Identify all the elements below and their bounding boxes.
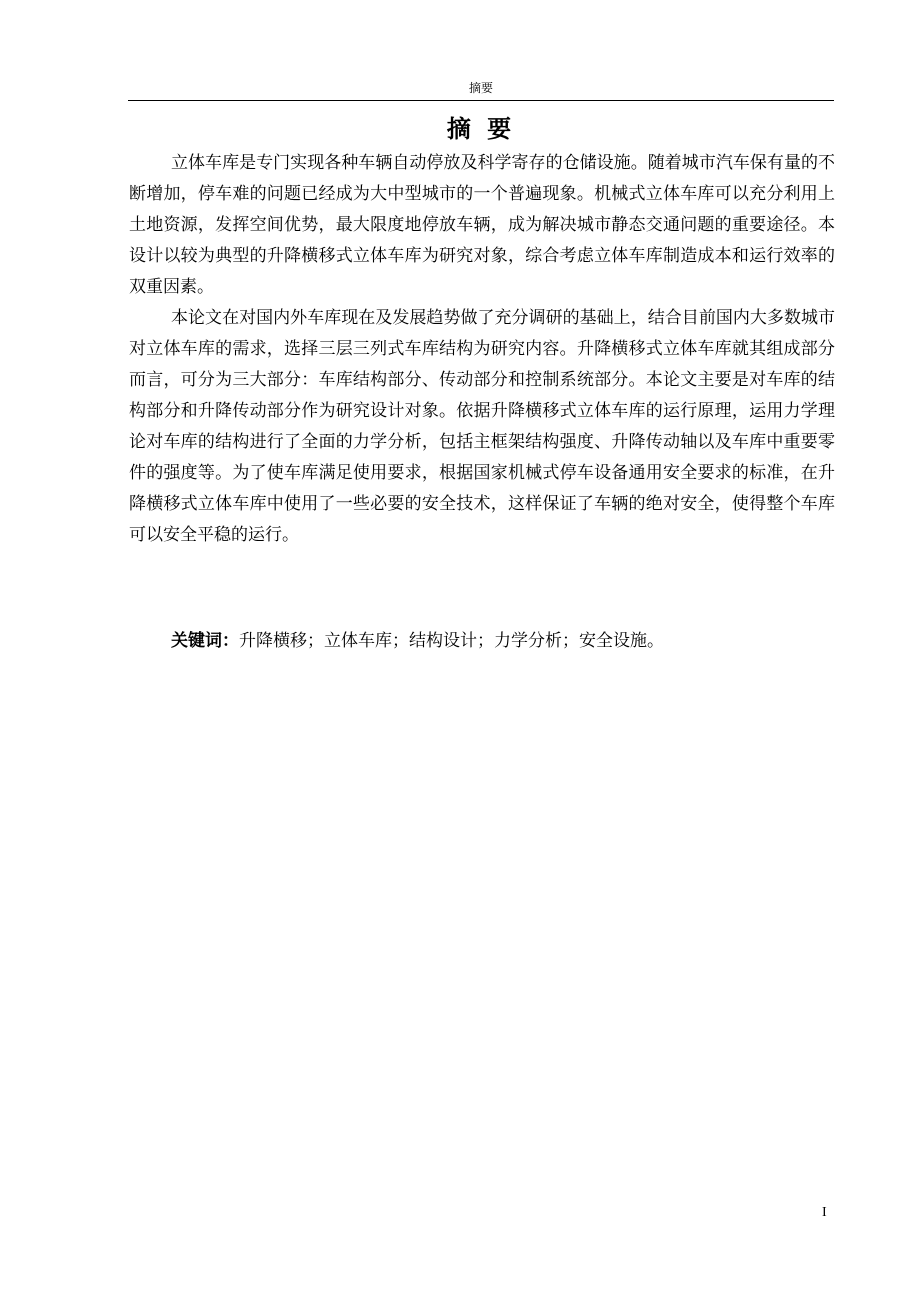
abstract-paragraph-1: 立体车库是专门实现各种车辆自动停放及科学寄存的仓储设施。随着城市汽车保有量的不断增加，停车难的问题已经成为大中型城市的一个普遍现象。机械式立体车库可以充分利用上土地资源，发挥空间优势，最大限度地停放车辆，成为解决城市静态交通问题的重要途径。本设计以较为典型的升降横移式立体车库为研究对象，综合考虑立体车库制造成本和运行效率的双重因素。 <box>129 153 835 297</box>
abstract-body <box>129 148 835 551</box>
keywords-line <box>171 626 835 657</box>
keywords-label: 关键词： <box>171 631 239 651</box>
keywords-text: 升降横移；立体车库；结构设计；力学分析；安全设施。 <box>239 631 664 651</box>
abstract-paragraph-2: 本论文在对国内外车库现在及发展趋势做了充分调研的基础上，结合目前国内大多数城市对立体车库的需求，选择三层三列式车库结构为研究内容。升降横移式立体车库就其组成部分而言，可分为三大部分：车库结构部分、传动部分和控制系统部分。本论文主要是对车库的结构部分和升降传动部分作为研究设计对象。依据升降横移式立体车库的运行原理，运用力学理论对车库的结构进行了全面的力学分析，包括主框架结构强度、升降传动轴以及车库中重要零件的强度等。为了使车库满足使用要求，根据国家机械式停车设备通用安全要求的标准，在升降横移式立体车库中使用了一些必要的安全技术，这样保证了车辆的绝对安全，使得整个车库可以安全平稳的运行。 <box>129 308 835 545</box>
abstract-title: 摘 要 <box>446 115 516 143</box>
header-rule <box>128 100 834 101</box>
running-header: 摘要 <box>468 81 493 95</box>
page-number: I <box>822 1205 827 1220</box>
